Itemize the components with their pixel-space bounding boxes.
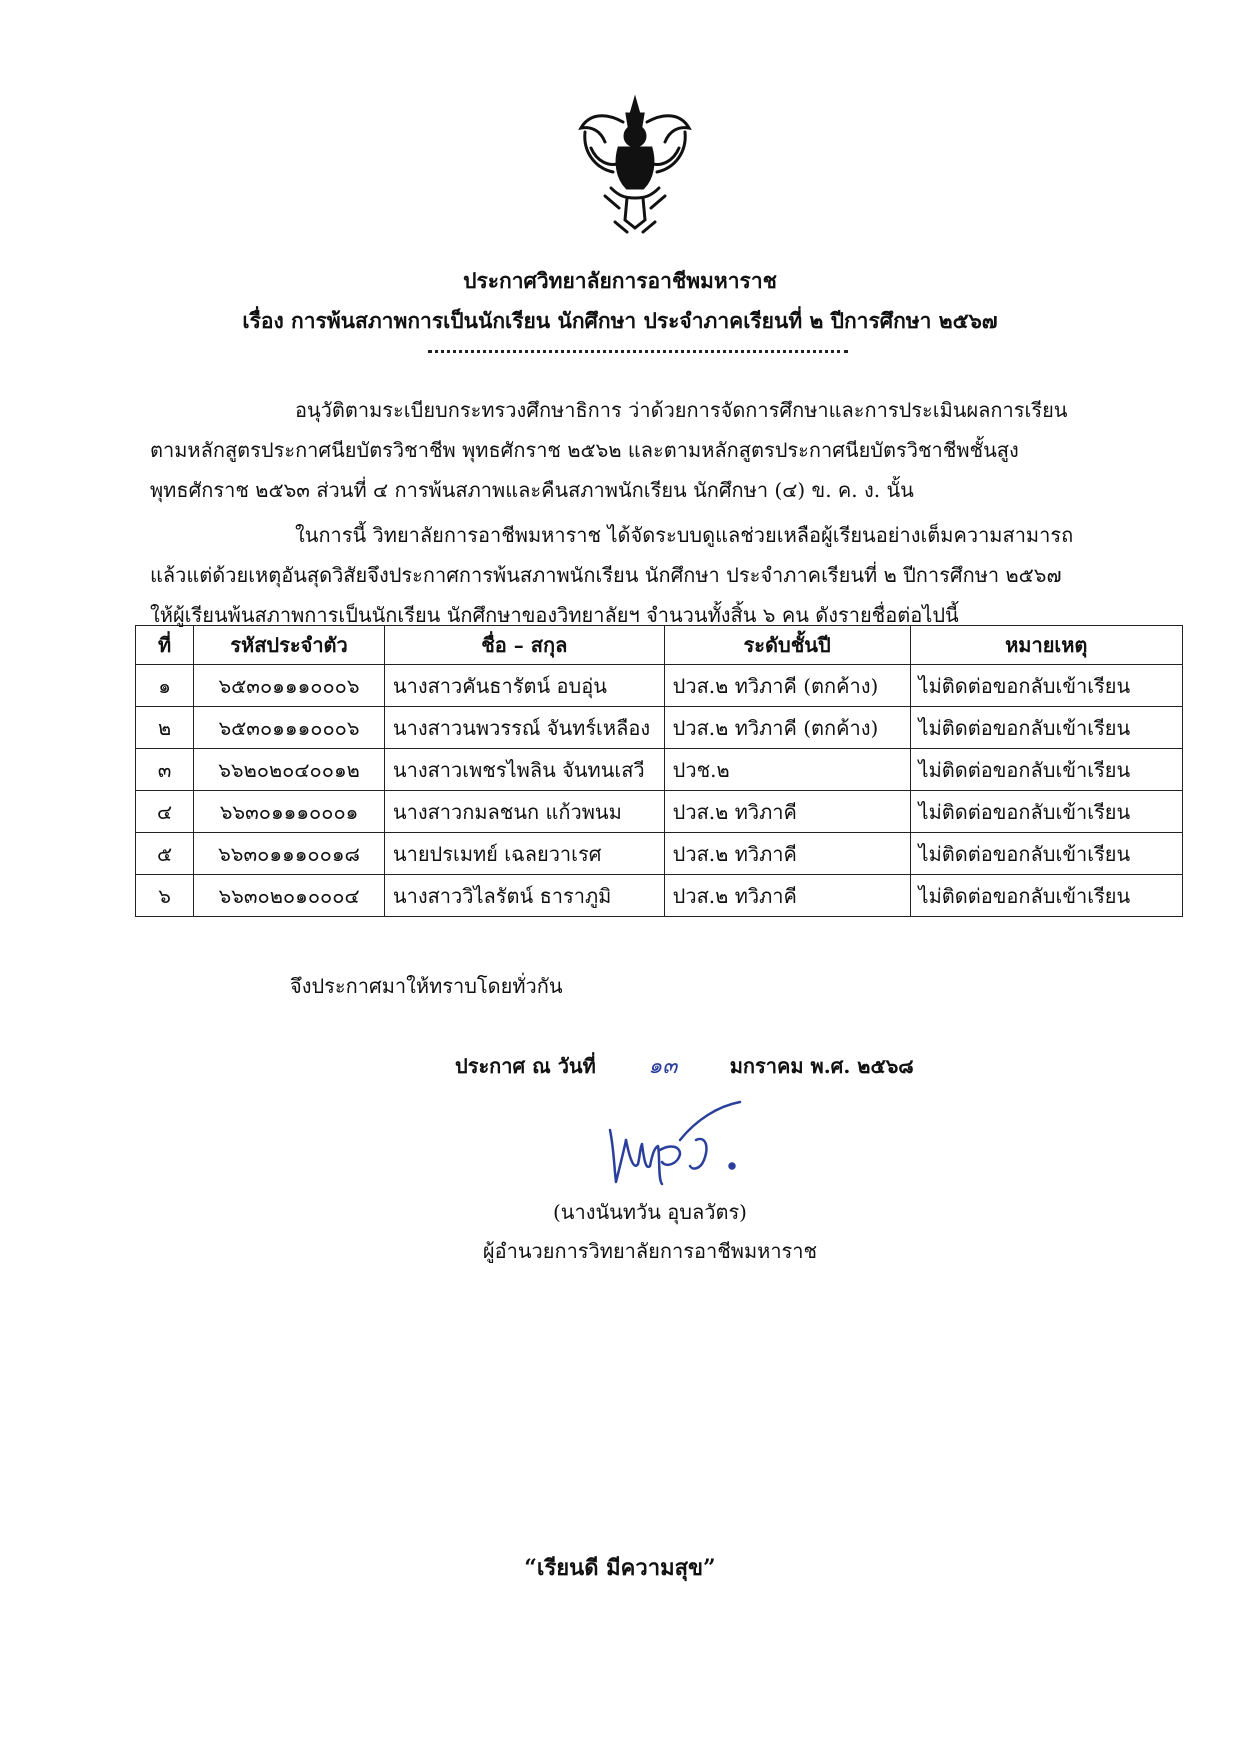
table-row xyxy=(136,749,1183,791)
signer-title: ผู้อำนวยการวิทยาลัยการอาชีพมหาราช xyxy=(482,1239,818,1263)
cell-no: ๓ xyxy=(136,749,194,791)
document-title: ประกาศวิทยาลัยการอาชีพมหาราช xyxy=(463,268,777,293)
header-name: ชื่อ – สกุล xyxy=(384,626,664,665)
cell-remark: ไม่ติดต่อขอกลับเข้าเรียน xyxy=(910,665,1182,707)
cell-no: ๑ xyxy=(136,665,194,707)
paragraph-1 xyxy=(150,390,1110,510)
cell-no: ๔ xyxy=(136,791,194,833)
cell-no: ๒ xyxy=(136,707,194,749)
cell-level: ปวส.๒ ทวิภาคี xyxy=(664,833,910,875)
header-level: ระดับชั้นปี xyxy=(664,626,910,665)
cell-name: นางสาวเพชรไพลิน จันทนเสวี xyxy=(384,749,664,791)
paragraph-1-line-1: อนุวัติตามระเบียบกระทรวงศึกษาธิการ ว่าด้วยการจัดการศึกษาและการประเมินผลการเรียน xyxy=(295,398,1068,422)
cell-remark: ไม่ติดต่อขอกลับเข้าเรียน xyxy=(910,875,1182,917)
cell-level: ปวส.๒ ทวิภาคี xyxy=(664,875,910,917)
college-motto: “เรียนดี มีความสุข” xyxy=(524,1555,716,1581)
cell-student-id: ๖๕๓๐๑๑๑๐๐๐๖ xyxy=(194,665,385,707)
table-header-row xyxy=(136,626,1183,665)
signer-name: (นางนันทวัน อุบลวัตร) xyxy=(553,1200,747,1224)
cell-student-id: ๖๖๓๐๑๑๑๐๐๑๘ xyxy=(194,833,385,875)
paragraph-1-line-2: ตามหลักสูตรประกาศนียบัตรวิชาชีพ พุทธศักราช ๒๕๖๒ และตามหลักสูตรประกาศนียบัตรวิชาชีพชั้นสูง xyxy=(150,438,1019,462)
table-row xyxy=(136,875,1183,917)
handwritten-signature xyxy=(600,1100,750,1190)
cell-level: ปวส.๒ ทวิภาคี xyxy=(664,791,910,833)
cell-level: ปวส.๒ ทวิภาคี (ตกค้าง) xyxy=(664,707,910,749)
cell-remark: ไม่ติดต่อขอกลับเข้าเรียน xyxy=(910,749,1182,791)
cell-student-id: ๖๖๓๐๑๑๑๐๐๐๑ xyxy=(194,791,385,833)
cell-level: ปวช.๒ xyxy=(664,749,910,791)
dotted-divider xyxy=(428,350,848,353)
announcement-line: จึงประกาศมาให้ทราบโดยทั่วกัน xyxy=(290,974,563,998)
cell-name: นางสาวกมลชนก แก้วพนม xyxy=(384,791,664,833)
cell-student-id: ๖๖๓๐๒๐๑๐๐๐๔ xyxy=(194,875,385,917)
table-row xyxy=(136,665,1183,707)
paragraph-2 xyxy=(150,515,1110,635)
header-no: ที่ xyxy=(136,626,194,665)
paragraph-1-line-3: พุทธศักราช ๒๕๖๓ ส่วนที่ ๔ การพ้นสภาพและคืนสภาพนักเรียน นักศึกษา (๔) ข. ค. ง. นั้น xyxy=(150,478,914,502)
announcement-date xyxy=(455,1048,914,1083)
paragraph-2-line-3: ให้ผู้เรียนพ้นสภาพการเป็นนักเรียน นักศึกษาของวิทยาลัยฯ จำนวนทั้งสิ้น ๖ คน ดังรายชื่อต่อไปนี้ xyxy=(150,603,959,627)
cell-level: ปวส.๒ ทวิภาคี (ตกค้าง) xyxy=(664,665,910,707)
date-month-year: มกราคม พ.ศ. ๒๕๖๘ xyxy=(729,1054,914,1078)
paragraph-2-line-1: ในการนี้ วิทยาลัยการอาชีพมหาราช ได้จัดระบบดูแลช่วยเหลือผู้เรียนอย่างเต็มความสามารถ xyxy=(295,523,1074,547)
table-row xyxy=(136,833,1183,875)
cell-name: นางสาวคันธารัตน์ อบอุ่น xyxy=(384,665,664,707)
table-row xyxy=(136,707,1183,749)
students-table xyxy=(135,625,1183,917)
paragraph-2-line-2: แล้วแต่ด้วยเหตุอันสุดวิสัยจึงประกาศการพ้นสภาพนักเรียน นักศึกษา ประจำภาคเรียนที่ ๒ ปีการศึกษา ๒๕๖๗ xyxy=(150,563,1062,587)
cell-name: นางสาววิไลรัตน์ ธาราภูมิ xyxy=(384,875,664,917)
cell-remark: ไม่ติดต่อขอกลับเข้าเรียน xyxy=(910,791,1182,833)
cell-student-id: ๖๕๓๐๑๑๑๐๐๐๖ xyxy=(194,707,385,749)
cell-name: นางสาวนพวรรณ์ จันทร์เหลือง xyxy=(384,707,664,749)
header-student-id: รหัสประจำตัว xyxy=(194,626,385,665)
cell-student-id: ๖๖๒๐๒๐๔๐๐๑๒ xyxy=(194,749,385,791)
cell-remark: ไม่ติดต่อขอกลับเข้าเรียน xyxy=(910,707,1182,749)
table-row xyxy=(136,791,1183,833)
garuda-emblem-icon xyxy=(575,92,695,242)
cell-no: ๕ xyxy=(136,833,194,875)
date-day-handwritten: ๑๓ xyxy=(648,1054,678,1079)
cell-remark: ไม่ติดต่อขอกลับเข้าเรียน xyxy=(910,833,1182,875)
header-remark: หมายเหตุ xyxy=(910,626,1182,665)
cell-no: ๖ xyxy=(136,875,194,917)
cell-name: นายปรเมทย์ เฉลยวาเรศ xyxy=(384,833,664,875)
document-subject: เรื่อง การพ้นสภาพการเป็นนักเรียน นักศึกษา ประจำภาคเรียนที่ ๒ ปีการศึกษา ๒๕๖๗ xyxy=(242,308,998,333)
date-prefix: ประกาศ ณ วันที่ xyxy=(455,1054,596,1078)
